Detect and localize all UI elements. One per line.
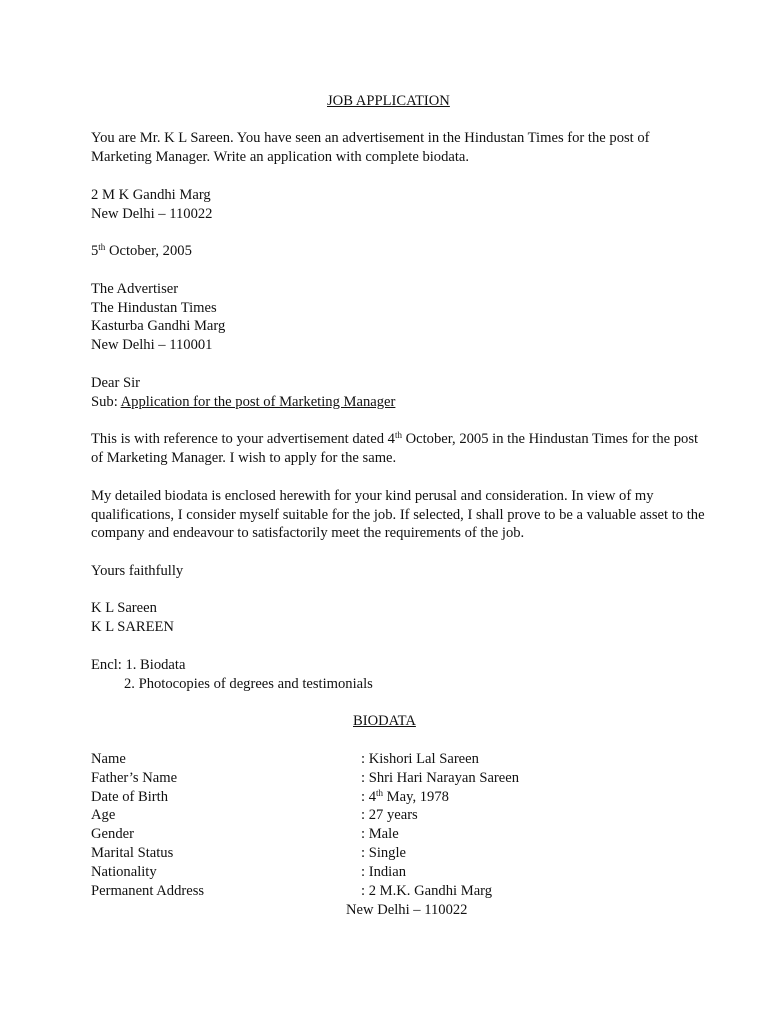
enclosure-line-1: Encl: 1. Biodata [91, 657, 186, 673]
biodata-value-date-of-birth: : 4th May, 1978 [361, 788, 449, 805]
recipient-line-2: The Hindustan Times [91, 300, 217, 316]
paragraph-1-line-1: This is with reference to your advertisement dated 4th October, 2005 in the Hindustan Times for the post [91, 430, 699, 447]
prompt-line-2: Marketing Manager. Write an application with complete biodata. [91, 149, 470, 165]
biodata-label-name: Name [91, 751, 126, 767]
subject-text: Application for the post of Marketing Manager [120, 394, 396, 410]
sender-address-line-1: 2 M K Gandhi Marg [91, 187, 211, 203]
biodata-value-marital-status: : Single [361, 845, 406, 861]
salutation: Dear Sir [91, 375, 141, 391]
recipient-line-1: The Advertiser [91, 281, 179, 297]
enclosure-line-2: 2. Photocopies of degrees and testimonials [124, 676, 373, 692]
recipient-line-3: Kasturba Gandhi Marg [91, 318, 226, 334]
dob-ordinal-suffix: th [376, 788, 384, 798]
biodata-label-marital-status: Marital Status [91, 845, 174, 861]
prompt-line-1: You are Mr. K L Sareen. You have seen an advertisement in the Hindustan Times for the post of [91, 130, 650, 146]
biodata-address-continuation: New Delhi – 110022 [346, 902, 468, 918]
letter-date: 5th October, 2005 [91, 242, 192, 259]
biodata-value-age: : 27 years [361, 807, 418, 823]
paragraph-1-line-2: of Marketing Manager. I wish to apply for the same. [91, 450, 397, 466]
sender-address-line-2: New Delhi – 110022 [91, 206, 213, 222]
biodata-label-age: Age [91, 807, 116, 823]
biodata-value-nationality: : Indian [361, 864, 406, 880]
biodata-label-permanent-address: Permanent Address [91, 883, 205, 899]
biodata-label-gender: Gender [91, 826, 134, 842]
name-in-capitals: K L SAREEN [91, 619, 174, 635]
biodata-value-name: : Kishori Lal Sareen [361, 751, 479, 767]
date-ordinal-suffix: th [98, 242, 106, 252]
paragraph-2-line-1: My detailed biodata is enclosed herewith for your kind perusal and consideration. In view of my [91, 488, 654, 504]
closing: Yours faithfully [91, 563, 184, 579]
subject-line: Sub: Application for the post of Marketing Manager [91, 394, 396, 410]
biodata-value-gender: : Male [361, 826, 399, 842]
biodata-label-nationality: Nationality [91, 864, 157, 880]
biodata-heading: BIODATA [353, 713, 416, 729]
paragraph-2-line-3: company and endeavour to satisfactorily meet the requirements of the job. [91, 525, 525, 541]
paragraph-2-line-2: qualifications, I consider myself suitable for the job. If selected, I shall prove to be a valuable asset to the [91, 507, 705, 523]
recipient-line-4: New Delhi – 110001 [91, 337, 213, 353]
biodata-label-fathers-name: Father’s Name [91, 770, 178, 786]
ordinal-suffix: th [394, 430, 402, 440]
biodata-value-permanent-address: : 2 M.K. Gandhi Marg [361, 883, 493, 899]
signature: K L Sareen [91, 600, 157, 616]
biodata-value-fathers-name: : Shri Hari Narayan Sareen [361, 770, 520, 786]
biodata-label-date-of-birth: Date of Birth [91, 789, 169, 805]
document-heading: JOB APPLICATION [327, 93, 450, 109]
